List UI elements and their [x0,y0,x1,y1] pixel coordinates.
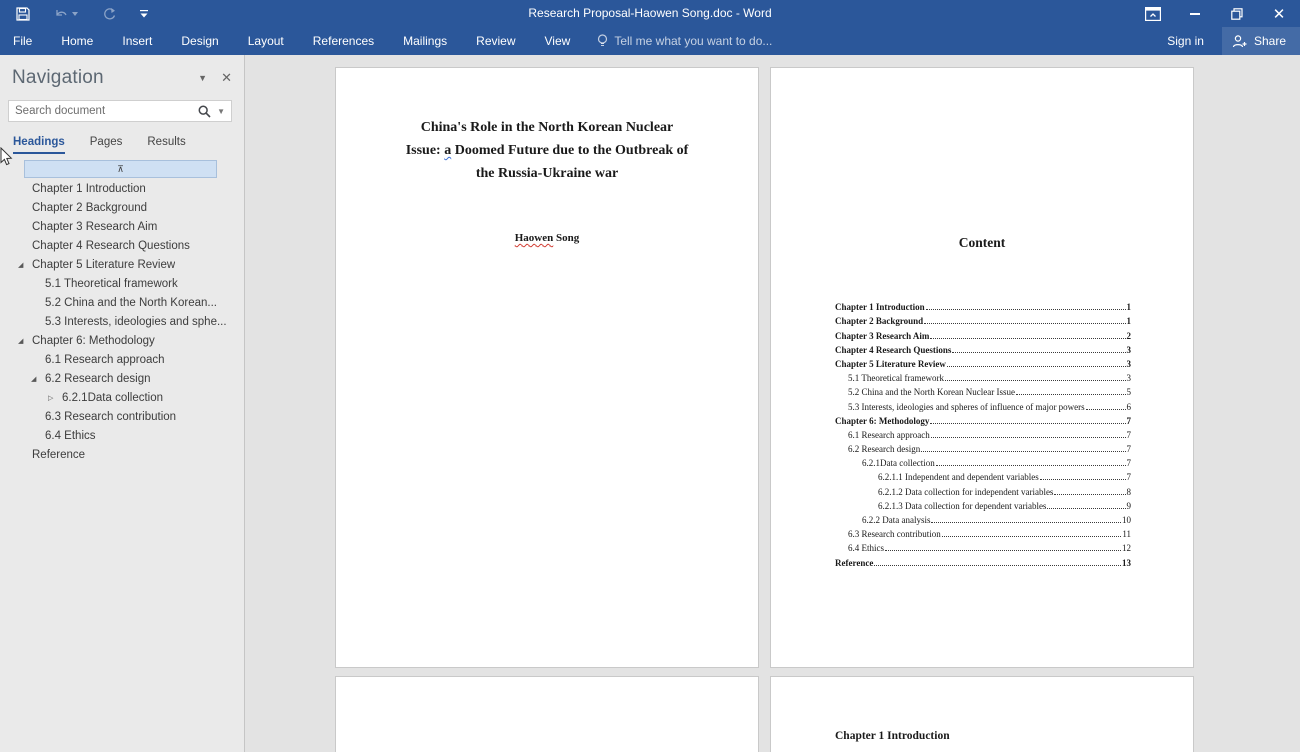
expanded-triangle-icon[interactable]: ◢ [31,375,37,383]
nav-item-label: 6.3 Research contribution [45,410,177,423]
toc-page-number: 2 [1126,330,1131,341]
navigation-options-chevron-icon[interactable]: ▼ [198,73,208,83]
ribbon-tab-mailings[interactable]: Mailings [403,33,448,48]
nav-item[interactable] [0,274,244,293]
minimize-icon[interactable] [1174,0,1216,27]
document-title [366,116,728,185]
nav-item-label: Chapter 1 Introduction [32,182,146,195]
content-heading: Content [958,235,1006,250]
toc-dot-leader [924,323,1125,324]
nav-item-label: 6.2 Research design [45,372,151,385]
toc-entry-label: Chapter 1 Introduction [835,302,925,313]
search-box [8,100,232,122]
toc-dot-leader [930,338,1125,339]
nav-item[interactable] [0,426,244,445]
nav-item-label: 6.1 Research approach [45,353,165,366]
toc-entry-label: Reference [835,557,874,568]
ribbon-tab-view[interactable]: View [544,33,571,48]
nav-item-label: Chapter 5 Literature Review [32,258,176,271]
nav-item-label: 6.4 Ethics [45,429,96,442]
quick-access-toolbar [0,7,148,21]
toc-page-number: 3 [1126,344,1131,355]
toc-page-number: 9 [1126,500,1131,511]
nav-item[interactable] [0,312,244,331]
chapter-1-heading: Chapter 1 Introduction [835,730,950,742]
toc-entry[interactable] [835,482,1131,496]
nav-item-label: Reference [32,448,86,461]
toc-page-number: 7 [1126,429,1131,440]
toc-entry-label: 6.2 Research design [848,444,921,455]
expanded-triangle-icon[interactable]: ◢ [18,261,24,269]
nav-item[interactable] [0,236,244,255]
title-line-1: China's Role in the North Korean Nuclear [420,120,674,135]
nav-item[interactable] [0,255,244,274]
nav-item[interactable] [0,407,244,426]
toc-dot-leader [945,380,1125,381]
collapsed-triangle-icon[interactable]: ▷ [48,394,54,402]
nav-item-label: 5.1 Theoretical framework [45,277,178,290]
nav-item-label: 5.3 Interests, ideologies and sphe... [45,315,227,328]
toc-page-number: 10 [1122,515,1131,525]
toc-page-number: 13 [1122,557,1131,568]
toc-dot-leader [1054,494,1125,495]
toc-entry-label: 5.3 Interests, ideologies and spheres of influence of major powers [848,401,1085,412]
toc-dot-leader [942,536,1122,537]
toc-entry[interactable] [835,440,1131,454]
toc-dot-leader [930,423,1125,424]
lightbulb-icon [597,34,608,48]
toc-dot-leader [926,309,1126,310]
nav-item-label: Chapter 6: Methodology [32,334,155,347]
toc-entry-label: 6.2.1Data collection [862,458,935,469]
nav-item[interactable] [0,293,244,312]
share-button[interactable] [1222,27,1300,55]
nav-selected-item[interactable]: ⊼ [24,160,217,178]
main-area [0,55,1300,752]
toc-entry[interactable] [835,312,1131,326]
toc-entry[interactable] [835,539,1131,553]
ribbon-tab-design[interactable]: Design [181,33,219,48]
toc-dot-leader [885,550,1121,551]
nav-item-label: 5.2 China and the North Korean... [45,296,217,309]
account-area [1149,27,1300,55]
toc-entry[interactable] [835,383,1131,397]
toc-entry[interactable] [835,454,1131,468]
toc-entry-label: 5.1 Theoretical framework [848,373,945,384]
toc-page-number: 7 [1126,458,1131,469]
toc-page-number: 3 [1126,358,1131,369]
toc-entry[interactable] [835,397,1131,411]
toc-entry[interactable] [835,412,1131,426]
toc-entry[interactable] [835,511,1131,525]
navigation-pane-title: Navigation [12,67,104,88]
toc-entry-label: 5.2 China and the North Korean Nuclear Issue [848,387,1015,398]
toc-dot-leader [874,565,1121,566]
ribbon-tab-bar [0,27,1300,55]
navigation-header [0,55,244,89]
nav-item[interactable] [0,388,244,407]
toc-entry[interactable] [835,553,1131,567]
nav-item-label: 6.2.1Data collection [62,391,164,404]
toc-entry[interactable] [835,525,1131,539]
toc-entry-label: 6.2.1.3 Data collection for dependent variables [878,500,1047,511]
expanded-triangle-icon[interactable]: ◢ [18,337,24,345]
toc-dot-leader [1016,394,1126,395]
ribbon-tab-insert[interactable]: Insert [122,33,153,48]
toc-entry-label: 6.3 Research contribution [848,529,941,540]
close-icon[interactable]: ✕ [1272,5,1286,23]
save-icon[interactable] [16,7,30,21]
toc-page-number: 6 [1126,401,1131,412]
nav-item[interactable] [0,369,244,388]
toc-entry-label: Chapter 5 Literature Review [835,358,946,369]
document-page-2[interactable] [770,67,1194,668]
toc-entry[interactable] [835,497,1131,511]
toc-entry[interactable] [835,326,1131,340]
toc-dot-leader [947,366,1126,367]
toc-dot-leader [931,522,1121,523]
nav-item[interactable] [0,198,244,217]
toc-entry-label: Chapter 4 Research Questions [835,344,952,355]
navigation-pane [0,55,245,752]
navigation-tabs [0,122,244,154]
toc-entry[interactable] [835,341,1131,355]
sign-in-button[interactable]: Sign in [1167,33,1204,48]
grammar-flagged-word: a [444,143,452,158]
redo-icon[interactable] [102,7,116,20]
toc-entry-label: 6.1 Research approach [848,429,930,440]
nav-item[interactable] [0,217,244,236]
tell-me-box[interactable] [597,34,772,48]
toc-entry[interactable] [835,369,1131,383]
window-controls [1132,0,1300,27]
tab-pages[interactable]: Pages [89,136,123,148]
toc-entry-label: Chapter 2 Background [835,316,924,327]
nav-item-label: Chapter 3 Research Aim [32,220,158,233]
title-line-2: Issue: a Doomed Future due to the Outbreak of [405,143,689,158]
tell-me-label: Tell me what you want to do... [614,33,773,48]
document-page-3[interactable] [335,676,759,752]
toc-page-number: 7 [1126,472,1131,483]
nav-headings-list [0,160,244,464]
toc-page-number: 11 [1122,529,1131,540]
navigation-close-icon[interactable]: ✕ [221,70,232,85]
spellcheck-flagged-word: Haowen [514,232,554,244]
toc-entry-label: 6.2.2 Data analysis [862,515,931,525]
toc-page-number: 8 [1126,486,1131,497]
toc-entry[interactable] [835,468,1131,482]
toc-page-number: 12 [1122,543,1131,554]
nav-item[interactable] [0,179,244,198]
toc-dot-leader [1086,409,1126,410]
toc-entry-label: Chapter 3 Research Aim [835,330,930,341]
toc-entry[interactable] [835,355,1131,369]
restore-icon[interactable] [1216,0,1258,27]
toc-dot-leader [1040,479,1126,480]
nav-item-label: Chapter 2 Background [32,201,148,214]
toc [835,298,1131,568]
toc-page-number: 1 [1126,316,1131,327]
author-name: Haowen Song [514,232,580,244]
nav-item[interactable] [0,445,244,464]
toc-dot-leader [936,465,1126,466]
share-person-plus-icon [1232,34,1248,48]
toc-entry[interactable] [835,426,1131,440]
document-canvas[interactable] [245,55,1300,752]
toc-entry-label: 6.4 Ethics [848,543,884,554]
document-page-4[interactable] [770,676,1194,752]
ribbon-tabs [0,34,570,48]
toc-page-number: 7 [1126,444,1131,455]
document-page-1[interactable] [335,67,759,668]
ribbon-tab-review[interactable]: Review [476,33,516,48]
toc-page-number: 1 [1126,302,1131,313]
tab-headings[interactable]: Headings [13,136,65,154]
toc-page-number: 3 [1126,373,1131,384]
toc-entry[interactable] [835,298,1131,312]
customize-quick-access-icon[interactable] [140,10,148,18]
ribbon-tab-references[interactable]: References [312,33,375,48]
ribbon-tab-file[interactable]: File [13,33,33,48]
title-line-3: the Russia-Ukraine war [475,166,619,181]
toc-page-number: 7 [1126,415,1131,426]
undo-icon[interactable] [54,8,78,20]
toc-entry-label: Chapter 6: Methodology [835,415,930,426]
tab-results[interactable]: Results [147,136,186,148]
toc-entry-label: 6.2.1.2 Data collection for independent variables [878,486,1054,497]
title-bar [0,0,1300,27]
nav-item-label: Chapter 4 Research Questions [32,239,190,252]
search-icon[interactable] [198,105,211,118]
toc-page-number: 5 [1126,387,1131,398]
nav-item[interactable] [0,350,244,369]
toc-dot-leader [952,352,1125,353]
share-label: Share [1253,33,1286,48]
search-options-chevron-icon[interactable]: ▼ [217,106,225,116]
nav-item[interactable] [0,331,244,350]
toc-dot-leader [1047,508,1125,509]
ribbon-tab-home[interactable]: Home [61,33,94,48]
ribbon-display-options-icon[interactable] [1132,0,1174,27]
toc-entry-label: 6.2.1.1 Independent and dependent variables [878,472,1039,483]
search-input[interactable] [15,105,198,117]
toc-dot-leader [931,437,1126,438]
mouse-cursor [0,147,13,166]
window-title: Research Proposal-Haowen Song.doc - Word [528,6,772,20]
ribbon-tab-layout[interactable]: Layout [247,33,284,48]
toc-dot-leader [921,451,1125,452]
